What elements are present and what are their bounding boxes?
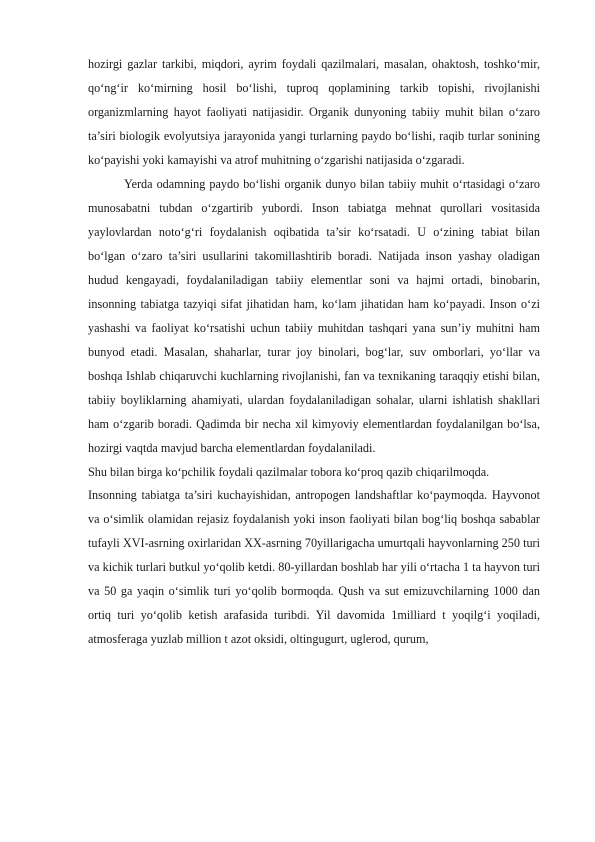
paragraph-4: Insonning tabiatga ta’siri kuchayishidan, antropogen landshaftlar ko‘paymoqda. Hayvonot va o‘simlik olamidan rejasiz foydalanish yoki inson faoliyati bilan bog‘liq boshqa sabablar tufayli XVI-asrning oxirlaridan XX-asrning 70yillarigacha umurtqali hayvonlarning 250 turi va kichik turlari butkul yo‘qolib ketdi. 80-yillardan boshlab har yili o‘rtacha 1 ta hayvon turi va 50 ga yaqin o‘simlik turi yo‘qolib bormoqda. Qush va sut emizuvchilarning 1000 dan ortiq turi yo‘qolib ketish arafasida turibdi. Yil davomida 1milliard t yoqilg‘i yoqiladi, atmosferaga yuzlab million t azot oksidi, oltingugurt, uglerod, qurum, <box>88 488 540 646</box>
paragraph-1: hozirgi gazlar tarkibi, miqdori, ayrim foydali qazilmalari, masalan, ohaktosh, toshko‘mir, qo‘ng‘ir ko‘mirning hosil bo‘lishi, tuproq qoplamining tarkib topishi, rivojlanishi organizmlarning hayot faoliyati natijasidir. Organik dunyoning tabiiy muhit bilan o‘zaro ta’siri biologik evolyutsiya jarayonida yangi turlarning paydo bo‘lishi, raqib turlar sonining ko‘payishi yoki kamayishi va atrof muhitning o‘zgarishi natijasida o‘zgaradi. <box>88 57 540 167</box>
paragraph-2: Yerda odamning paydo bo‘lishi organik dunyo bilan tabiiy muhit o‘rtasidagi o‘zaro munosabatni tubdan o‘zgartirib yubordi. Inson tabiatga mehnat qurollari vositasida yaylovlardan noto‘g‘ri foydalanish oqibatida ta’sir ko‘rsatadi. U o‘zining tabiat bilan bo‘lgan o‘zaro ta’siri usullarini takomillashtirib boradi. Natijada inson yashay oladigan hudud kengayadi, foydalaniladigan tabiiy elementlar soni va hajmi ortadi, binobarin, insonning tabiatga tazyiqi sifat jihatidan ham, ko‘lam jihatidan ham ko‘payadi. Inson o‘zi yashashi va faoliyat ko‘rsatishi uchun tabiiy muhitdan tashqari yana sun’iy muhitni ham bunyod etadi. Masalan, shaharlar, turar joy binolari, bog‘lar, suv omborlari, yo‘llar va boshqa Ishlab chiqaruvchi kuchlarning rivojlanishi, fan va texnikaning taraqqiy etishi bilan, tabiiy boyliklarning ahamiyati, ulardan foydalaniladigan sohalar, ularni ishlatish shakllari ham o‘zgarib boradi. Qadimda bir necha xil kimyoviy elementlardan foydalanilgan bo‘lsa, hozirgi vaqtda mavjud barcha elementlardan foydalaniladi. <box>88 177 540 455</box>
paragraph-3: Shu bilan birga ko‘pchilik foydali qazilmalar tobora ko‘proq qazib chiqarilmoqda. <box>88 465 490 479</box>
document-page <box>88 52 540 651</box>
